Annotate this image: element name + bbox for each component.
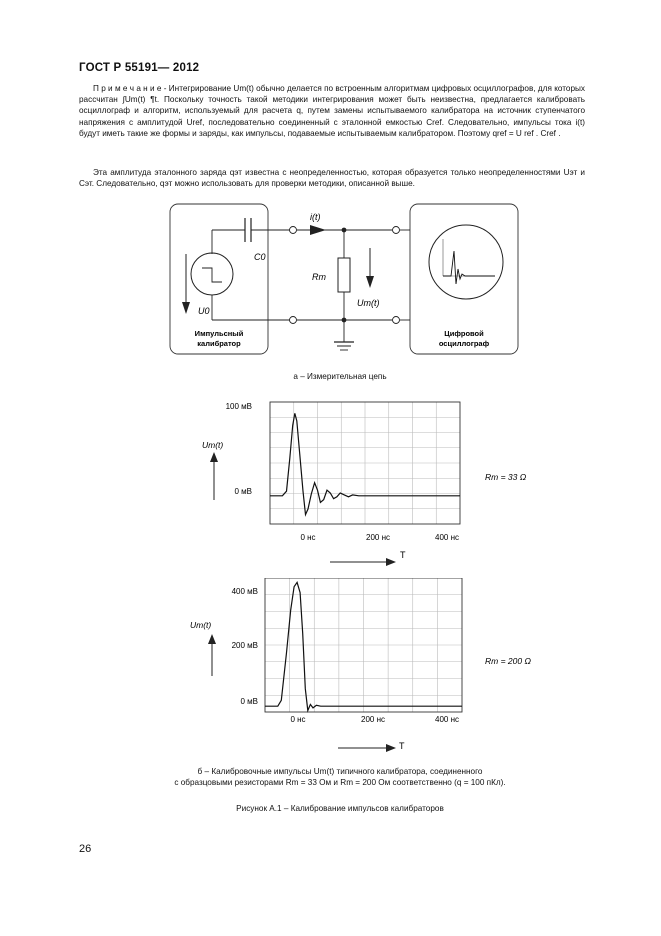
- resistance-annotation: Rm = 33 Ω: [485, 472, 527, 482]
- resistor: [338, 258, 350, 292]
- y-tick-label: 200 мВ: [231, 641, 258, 650]
- x-tick-label: 400 нс: [435, 533, 459, 542]
- figure-title: Рисунок А.1 – Калибрование импульсов калибраторов: [236, 804, 444, 813]
- document-header: ГОСТ Р 55191— 2012: [79, 62, 200, 74]
- x-axis-label: T: [399, 741, 405, 751]
- pulse-chart-200-ohm: [190, 578, 570, 760]
- measurement-circuit-diagram: [160, 196, 530, 366]
- y-tick-label: 0 мВ: [240, 697, 258, 706]
- chart-grid: [270, 402, 460, 524]
- scope-label-1: Цифровой: [444, 329, 484, 338]
- x-tick-label: 200 нс: [361, 715, 385, 724]
- terminal: [290, 317, 297, 324]
- caption-b-line-2: с образцовыми резисторами Rm = 33 Ом и Rm = 200 Ом соответственно (q = 100 пКл).: [174, 778, 506, 787]
- caption-b-line-1: б – Калибровочные импульсы Um(t) типичного калибратора, соединенного: [197, 767, 483, 776]
- resistor-label: Rm: [312, 272, 326, 282]
- current-label: i(t): [310, 212, 321, 222]
- voltage-label: Um(t): [357, 298, 380, 308]
- arrow-up-icon: [210, 452, 218, 462]
- x-tick-label: 0 нс: [300, 533, 316, 542]
- scope-screen: [429, 225, 503, 299]
- y-tick-label: 400 мВ: [231, 587, 258, 596]
- y-axis-label: Um(t): [202, 440, 224, 450]
- scope-label-2: осциллограф: [438, 339, 490, 348]
- page-number: 26: [79, 843, 92, 855]
- note-paragraph: [79, 83, 585, 139]
- arrow-right-icon: [386, 744, 396, 752]
- calibrator-label-2: калибратор: [197, 339, 241, 348]
- arrow-down-icon: [182, 302, 190, 314]
- source-label: U0: [198, 306, 210, 316]
- arrow-right-icon: [386, 558, 396, 566]
- x-tick-label: 0 нс: [290, 715, 306, 724]
- x-tick-label: 200 нс: [366, 533, 390, 542]
- y-tick-label: 100 мВ: [225, 402, 252, 411]
- body-text: Эта амплитуда эталонного заряда qэт известна с неопределенностью, которая образуется только неопределенностями Uэт и Сэт. Следовательно, qэт можно использовать для проверки методики, описанной выше.: [79, 168, 585, 189]
- pulse-chart-33-ohm: [190, 396, 570, 576]
- body-paragraph: [79, 167, 585, 189]
- terminal: [393, 227, 400, 234]
- caption-b: [120, 766, 560, 788]
- calibrator-label-1: Импульсный: [194, 329, 244, 338]
- capacitor-label: C0: [254, 252, 266, 262]
- arrow-down-icon: [366, 276, 374, 288]
- terminal: [393, 317, 400, 324]
- step-icon: [202, 268, 222, 282]
- note-text: П р и м е ч а н и е - Интегрирование Um(t) обычно делается по встроенным алгоритмам цифровых осциллографов, для которых рассчитан ∫Um(t) ¶t. Поскольку точность такой методики интегрирования может быть неизвестна, предлагается калибровать осциллограф и алгоритм, используемый для расчета q, путем замены испытываемого калибратора на источник ступенчатого напряжения с амплитудой Uref, последовательно соединенный с эталонной емкостью Cref. Следовательно, импульсы тока i(t) будут иметь такие же формы и заряды, как импульсы, подаваемые испытываемым калибратором. Поэтому qref = U ref . Cref .: [79, 84, 585, 138]
- resistance-annotation: Rm = 200 Ω: [485, 656, 531, 666]
- terminal: [290, 227, 297, 234]
- x-tick-label: 400 нс: [435, 715, 459, 724]
- y-axis-label: Um(t): [190, 620, 212, 630]
- caption-a: а – Измерительная цепь: [293, 372, 387, 381]
- scope-waveform: [443, 251, 495, 284]
- y-tick-label: 0 мВ: [234, 487, 252, 496]
- chart-grid: [265, 578, 462, 712]
- arrow-up-icon: [208, 634, 216, 644]
- current-arrow-icon: [310, 225, 326, 235]
- x-axis-label: T: [400, 550, 406, 560]
